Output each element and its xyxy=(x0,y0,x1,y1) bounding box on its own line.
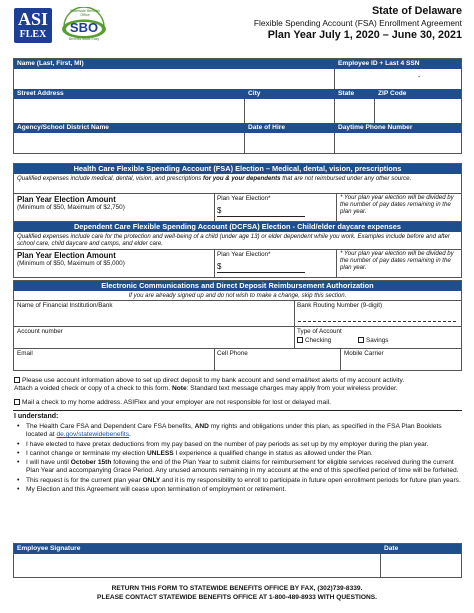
dd-row3-top xyxy=(14,348,461,349)
checking-checkbox[interactable] xyxy=(297,337,303,343)
b5-part1: This request is for the current plan year xyxy=(26,476,143,484)
state-input[interactable] xyxy=(335,99,375,123)
email-input[interactable] xyxy=(15,358,211,369)
signature-date-input[interactable] xyxy=(381,554,461,577)
understand-item-1 xyxy=(14,423,461,439)
dc-election-field[interactable] xyxy=(217,262,305,273)
b4-part1: I will have until xyxy=(26,459,71,467)
direct-deposit-option-text: Please use account information above to set up direct deposit to my bank account and send email/text alerts of my account activity. xyxy=(22,377,405,384)
savings-checkbox[interactable] xyxy=(358,337,364,343)
dependent-care-fsa-title: Dependent Care Flexible Spending Account (DCFSA) Election - Child/elder daycare expenses xyxy=(14,222,461,232)
daytime-phone-header: Daytime Phone Number xyxy=(335,123,461,133)
hc-election-label: Plan Year Election* xyxy=(217,195,271,202)
b1-part3: . xyxy=(129,431,131,439)
understand-heading: I understand: xyxy=(14,413,59,420)
dependent-care-fsa-section xyxy=(13,222,462,278)
understand-top-rule xyxy=(13,410,462,411)
cell-phone-input[interactable] xyxy=(215,358,337,369)
agency-header: Agency/School District Name xyxy=(14,123,245,133)
health-care-fsa-title: Health Care Flexible Spending Account (FSA) Election – Medical, dental, vision, prescriptions xyxy=(14,164,461,174)
b5-only: ONLY xyxy=(142,476,161,484)
checking-option[interactable] xyxy=(297,337,331,344)
understand-item-3 xyxy=(14,450,461,458)
direct-deposit-checkbox[interactable] xyxy=(14,377,20,383)
b3-part2: I experience a qualified change in status as allowed under the Plan. xyxy=(173,449,373,457)
footer-fax-line: RETURN THIS FORM TO STATEWIDE BENEFITS OFFICE BY FAX, (302)739-8339. xyxy=(111,585,363,592)
mobile-carrier-label: Mobile Carrier xyxy=(344,350,384,357)
dd-row2-top xyxy=(14,326,461,327)
b4-part2: following the end of the Plan Year to submit claims for reimbursement for eligible services received during the current Plan Year and accompanying Grace Period. Any unused amounts remaining in my account at the end of this specified period of time will be forfeited. xyxy=(26,459,459,475)
dc-dollar-sign: $ xyxy=(217,262,222,271)
b3-unless: UNLESS xyxy=(146,449,174,457)
account-type-label: Type of Account xyxy=(297,328,342,335)
asiflex-logo xyxy=(14,8,52,43)
savings-option[interactable] xyxy=(358,337,388,344)
understand-section xyxy=(14,413,461,496)
employee-id-dash: - xyxy=(418,74,421,81)
signature-table xyxy=(13,543,462,578)
street-input[interactable] xyxy=(14,99,245,123)
attach-note-label: Note xyxy=(171,385,187,393)
understand-item-4 xyxy=(14,459,461,475)
routing-label: Bank Routing Number (9-digit) xyxy=(297,302,383,309)
bank-name-input[interactable] xyxy=(15,310,291,325)
dc-col-divider-2 xyxy=(336,249,337,277)
dc-election-label: Plan Year Election* xyxy=(217,251,271,258)
b1-part2: my rights and obligations under this plan, as specified in the FSA Plan Booklets located at xyxy=(26,423,442,439)
agency-input[interactable] xyxy=(14,133,245,153)
hire-date-header: Date of Hire xyxy=(245,123,335,133)
employee-info-table xyxy=(13,58,462,154)
checking-label: Checking xyxy=(305,337,332,344)
b1-and: AND xyxy=(194,423,209,431)
sbo-logo xyxy=(56,7,112,43)
dc-footnote: * Your plan year election will be divided by the number of pay dates remaining in the plan year. xyxy=(340,250,454,272)
hc-note-emphasis: for you & your dependents xyxy=(202,175,281,182)
state-header: State xyxy=(335,89,375,99)
understand-list xyxy=(14,423,461,494)
dd-bank-divider xyxy=(294,300,295,326)
dd-account-divider xyxy=(294,326,295,348)
sbo-logo-text: SBO xyxy=(69,20,99,35)
b1-part1: The Health Care FSA and Dependent Care FSA benefits, xyxy=(26,423,195,431)
hc-dollar-sign: $ xyxy=(217,206,222,215)
footer-contact-line: PLEASE CONTACT STATEWIDE BENEFITS OFFICE AT 1-800-489-8933 WITH QUESTIONS. xyxy=(97,593,377,601)
mail-check-checkbox[interactable] xyxy=(14,399,20,405)
dc-col-divider-1 xyxy=(214,249,215,277)
form-header xyxy=(162,5,462,42)
sbo-logo-arc-text: Statewide Benefits Office xyxy=(70,9,100,18)
employee-id-input[interactable] xyxy=(335,69,461,89)
direct-deposit-option xyxy=(14,377,460,393)
account-number-label: Account number xyxy=(17,328,63,335)
hc-col-divider-1 xyxy=(214,193,215,221)
city-input[interactable] xyxy=(245,99,335,123)
savings-label: Savings xyxy=(366,337,389,344)
dc-amount-title: Plan Year Election Amount xyxy=(17,251,116,260)
routing-input[interactable] xyxy=(298,312,456,322)
city-header: City xyxy=(245,89,335,99)
employee-signature-input[interactable] xyxy=(14,554,381,577)
attach-check-text: Attach a voided check or copy of a check to this form. xyxy=(14,385,172,393)
street-header: Street Address xyxy=(14,89,245,99)
statewide-benefits-link[interactable]: de.gov/statewidebenefits xyxy=(56,431,130,439)
b3-part1: I cannot change or terminate my election xyxy=(26,449,147,457)
plan-year-title: Plan Year July 1, 2020 – June 30, 2021 xyxy=(267,29,462,41)
hc-election-field[interactable] xyxy=(217,206,305,217)
understand-item-6: • My Election and this Agreement will cease upon termination of employment or retirement. xyxy=(14,486,461,494)
state-title: State of Delaware xyxy=(371,5,462,17)
b5-part2: and it is my responsibility to enroll to participate in future open enrollment periods for future plan years. xyxy=(160,476,461,484)
health-care-fsa-section xyxy=(13,163,462,222)
email-label: Email xyxy=(17,350,33,357)
direct-deposit-note: If you are already signed up and do not wish to make a change, skip this section. xyxy=(128,292,347,299)
hc-amount-title: Plan Year Election Amount xyxy=(17,195,116,204)
direct-deposit-section xyxy=(13,280,462,371)
zip-header: ZIP Code xyxy=(375,89,461,99)
health-care-fsa-note xyxy=(17,175,458,182)
hc-amount-range: (Minimum of $50, Maximum of $2,750) xyxy=(17,204,125,211)
sbo-logo-tagline: Benefits Made Easy xyxy=(68,37,100,41)
hc-col-divider-2 xyxy=(336,193,337,221)
hc-note-part2: that are not reimbursed under any other source. xyxy=(280,175,412,182)
hc-footnote: * Your plan year election will be divided by the number of pay dates remaining in the plan year. xyxy=(340,194,454,216)
understand-item-2: • I have elected to have pretax deductions from my pay based on the number of pay periods as set up by my employer during the plan year. xyxy=(14,441,461,449)
dc-amount-range: (Minimum of $50, Maximum of $5,000) xyxy=(17,260,125,267)
name-input[interactable] xyxy=(14,69,335,89)
daytime-phone-input[interactable] xyxy=(335,133,461,153)
footer xyxy=(0,585,474,602)
hire-date-input[interactable] xyxy=(245,133,335,153)
direct-deposit-title: Electronic Communications and Direct Deposit Reimbursement Authorization xyxy=(14,281,461,291)
cell-phone-label: Cell Phone xyxy=(217,350,248,357)
mail-check-option xyxy=(14,399,460,407)
mail-check-text: Mail a check to my home address. ASIFlex and your employer are not responsible for lost or delayed mail. xyxy=(22,399,331,406)
signature-date-header: Date xyxy=(381,544,461,554)
account-number-input[interactable] xyxy=(15,336,291,347)
dependent-care-fsa-note: Qualified expenses include care for the protection and well-being of a child (under age 13) or elder dependent while you work. Examples include before and after school care, child daycare and camps, and elder care. xyxy=(17,233,450,248)
bank-name-label: Name of Financial Institution/Bank xyxy=(17,302,113,309)
mobile-carrier-input[interactable] xyxy=(341,358,459,369)
attach-note-text: : Standard text message charges may apply from your wireless provider. xyxy=(186,385,398,393)
b4-october: October 15th xyxy=(70,459,112,467)
understand-item-5 xyxy=(14,477,461,485)
dd-row1-top xyxy=(14,300,461,301)
asiflex-logo-asi: ASI xyxy=(17,9,48,29)
employee-signature-header: Employee Signature xyxy=(14,544,381,554)
hc-note-part1: Qualified expenses include medical, dental, vision, and prescriptions xyxy=(17,175,203,182)
form-subtitle: Flexible Spending Account (FSA) Enrollment Agreement xyxy=(253,18,462,28)
name-header: Name (Last, First, MI) xyxy=(14,59,335,69)
asiflex-logo-flex: FLEX xyxy=(19,29,47,40)
employee-id-header: Employee ID + Last 4 SSN xyxy=(335,59,461,69)
zip-input[interactable] xyxy=(375,99,461,123)
